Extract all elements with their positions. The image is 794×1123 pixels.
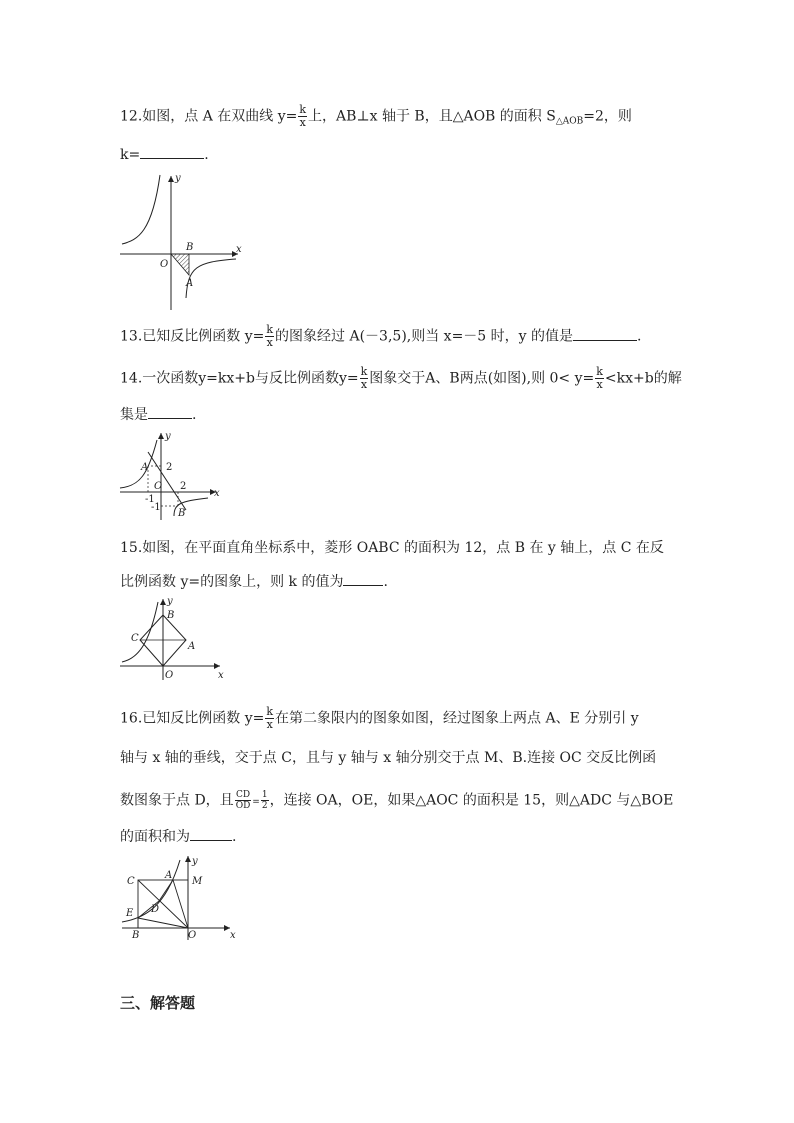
label-x: x: [214, 488, 220, 499]
label-O: O: [188, 930, 197, 941]
q12-line1: 12.如图，点 A 在双曲线 y= $\frac{k}{x}$ 上，AB⊥x 轴于 B，且△AOB 的面积 $S_{\triangle AOB}=2$，则: [120, 103, 632, 129]
label-B: B: [132, 930, 140, 941]
label-O: O: [165, 670, 174, 681]
answer-blank[interactable]: [573, 326, 637, 341]
q12-figure: [118, 172, 248, 312]
label-y: y: [167, 596, 173, 607]
label-y: y: [175, 173, 181, 184]
q13-line: 13.已知反比例函数 y= $\frac{k}{x}$ 的图象经过 A(－3,5),则当 x=－5 时，y 的值是 .: [120, 323, 642, 349]
label-E: E: [126, 908, 134, 919]
label-B: B: [178, 508, 186, 519]
fraction-one-half: $\frac{1}{2}$: [261, 790, 268, 811]
label-2-x: 2: [180, 481, 187, 492]
q15-line2: 比例函数 y=的图象上，则 k 的值为 .: [120, 571, 388, 592]
fraction-k-over-x: $\frac{k}{x}$: [299, 103, 307, 129]
q16-figure: [118, 852, 244, 942]
label-neg1-y: -1: [151, 502, 161, 513]
label-y: y: [192, 856, 198, 867]
q14-line2: 集是 .: [120, 404, 196, 425]
answer-blank[interactable]: [148, 404, 192, 419]
label-A: A: [186, 278, 194, 289]
label-neg1-x: -1: [145, 494, 155, 505]
label-O: O: [160, 259, 169, 270]
q15-figure: [118, 596, 228, 682]
label-A: A: [188, 641, 196, 652]
answer-blank[interactable]: [140, 144, 204, 159]
label-B: B: [167, 610, 175, 621]
q14-figure: [118, 430, 228, 522]
q14-line1: 14.一次函数y=kx+b与反比例函数y= $\frac{k}{x}$ 图象交于A、B两点(如图),则 0< y= $\frac{k}{x}$ <kx+b的解: [120, 365, 682, 391]
fraction-k-over-x: $\frac{k}{x}$: [266, 323, 274, 349]
fraction-cd-over-od: $\frac{CD}{OD}$: [235, 790, 251, 811]
q16-line3: 数图象于点 D，且 $\frac{CD}{OD}$ = $\frac{1}{2}$ ，连接 OA，OE，如果△AOC 的面积是 15，则△ADC 与△BOE: [120, 790, 674, 811]
label-C: C: [131, 633, 139, 644]
label-O: O: [154, 481, 163, 492]
q16-line4: 的面积和为 .: [120, 826, 236, 847]
label-x: x: [236, 244, 242, 255]
fraction-k-over-x: $\frac{k}{x}$: [360, 365, 368, 391]
label-y: y: [165, 431, 171, 442]
label-A: A: [165, 870, 173, 881]
section-heading: 三、解答题: [120, 994, 196, 1012]
label-x: x: [230, 930, 236, 941]
fraction-k-over-x-2: $\frac{k}{x}$: [596, 365, 603, 391]
fraction-k-over-x: $\frac{k}{x}$: [266, 705, 274, 731]
q12-line2: k= .: [120, 144, 209, 165]
q15-line1: 15.如图，在平面直角坐标系中，菱形 OABC 的面积为 12，点 B 在 y 轴上，点 C 在反: [120, 540, 664, 556]
label-A: A: [141, 462, 149, 473]
label-M: M: [192, 876, 203, 887]
label-C: C: [127, 876, 135, 887]
label-2-y: 2: [166, 462, 173, 473]
answer-blank[interactable]: [190, 826, 232, 841]
q16-line2: 轴与 x 轴的垂线，交于点 C，且与 y 轴与 x 轴分别交于点 M、B.连接 OC 交反比例函: [120, 750, 657, 766]
label-x: x: [218, 670, 224, 681]
q16-line1: 16.已知反比例函数 y= $\frac{k}{x}$ 在第二象限内的图象如图，经过图象上两点 A、E 分别引 y: [120, 705, 639, 731]
label-B: B: [186, 242, 194, 253]
answer-blank[interactable]: [343, 571, 383, 586]
label-D: D: [151, 904, 160, 915]
